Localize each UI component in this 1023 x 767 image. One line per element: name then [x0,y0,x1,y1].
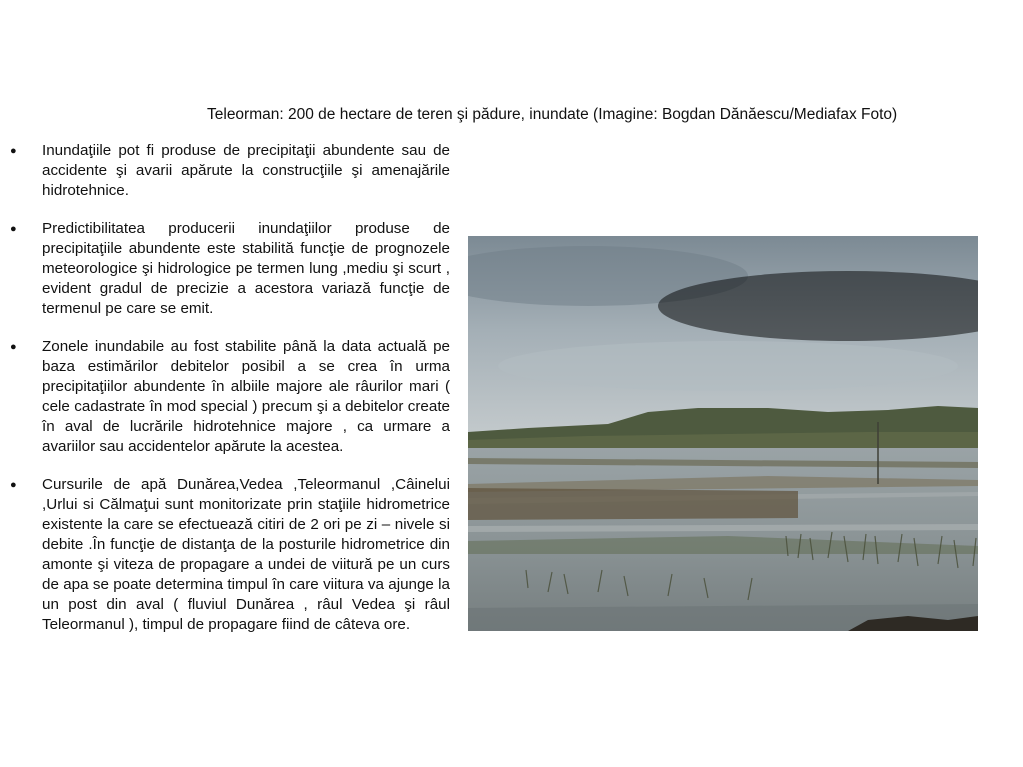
bullet-icon: ● [10,223,17,235]
bullet-text: Cursurile de apă Dunărea,Vedea ,Teleormanul ,Câinelui ,Urlui si Călmaţui sunt monitorizate prin staţiile hidrometrice existente la care se efectuează citiri de 2 ori pe zi – nivele si debite .În funcţie de distanţa de la posturile hidrometrice din amonte şi viteza de propagare a undei de viitură pe un curs de apa se poate determina timpul în care viitura va ajunge la un post din aval ( fluviul Dunărea , râul Vedea şi râul Teleormanul ), timpul de propagare fiind de câteva ore. [42,476,450,633]
photo-caption: Teleorman: 200 de hectare de teren şi pădure, inundate (Imagine: Bogdan Dănăescu/Mediafax Foto) [207,106,898,123]
bullet-icon: ● [10,145,17,157]
bullet-list [10,141,450,653]
bullet-text: Predictibilitatea producerii inundaţiilor produse de precipitaţiile abundente este stabilită funcţie de prognozele meteorologice şi hidrologice pe termen lung ,mediu şi scurt , evident gradul de precizie a acestora variază funcţie de termenul pe care se emit. [42,220,450,317]
bullet-item [10,219,450,319]
flood-photo [468,236,978,631]
bullet-item [10,475,450,635]
bullet-text: Inundaţiile pot fi produse de precipitaţii abundente sau de accidente şi avarii apărute la construcţiile şi amenajările hidrotehnice. [42,142,450,199]
bullet-item [10,337,450,457]
bullet-icon: ● [10,341,17,353]
bullet-item [10,141,450,201]
bullet-icon: ● [10,479,17,491]
bullet-text: Zonele inundabile au fost stabilite până la data actuală pe baza estimărilor debitelor posibil a se crea în urma precipitaţiilor abundente în albiile majore ale râurilor mari ( cele cadastrate în mod special ) precum şi a debitelor create în aval de lucrările hidrotehnice majore , ca urmare a avariilor sau accidentelor apărute la acestea. [42,338,450,455]
